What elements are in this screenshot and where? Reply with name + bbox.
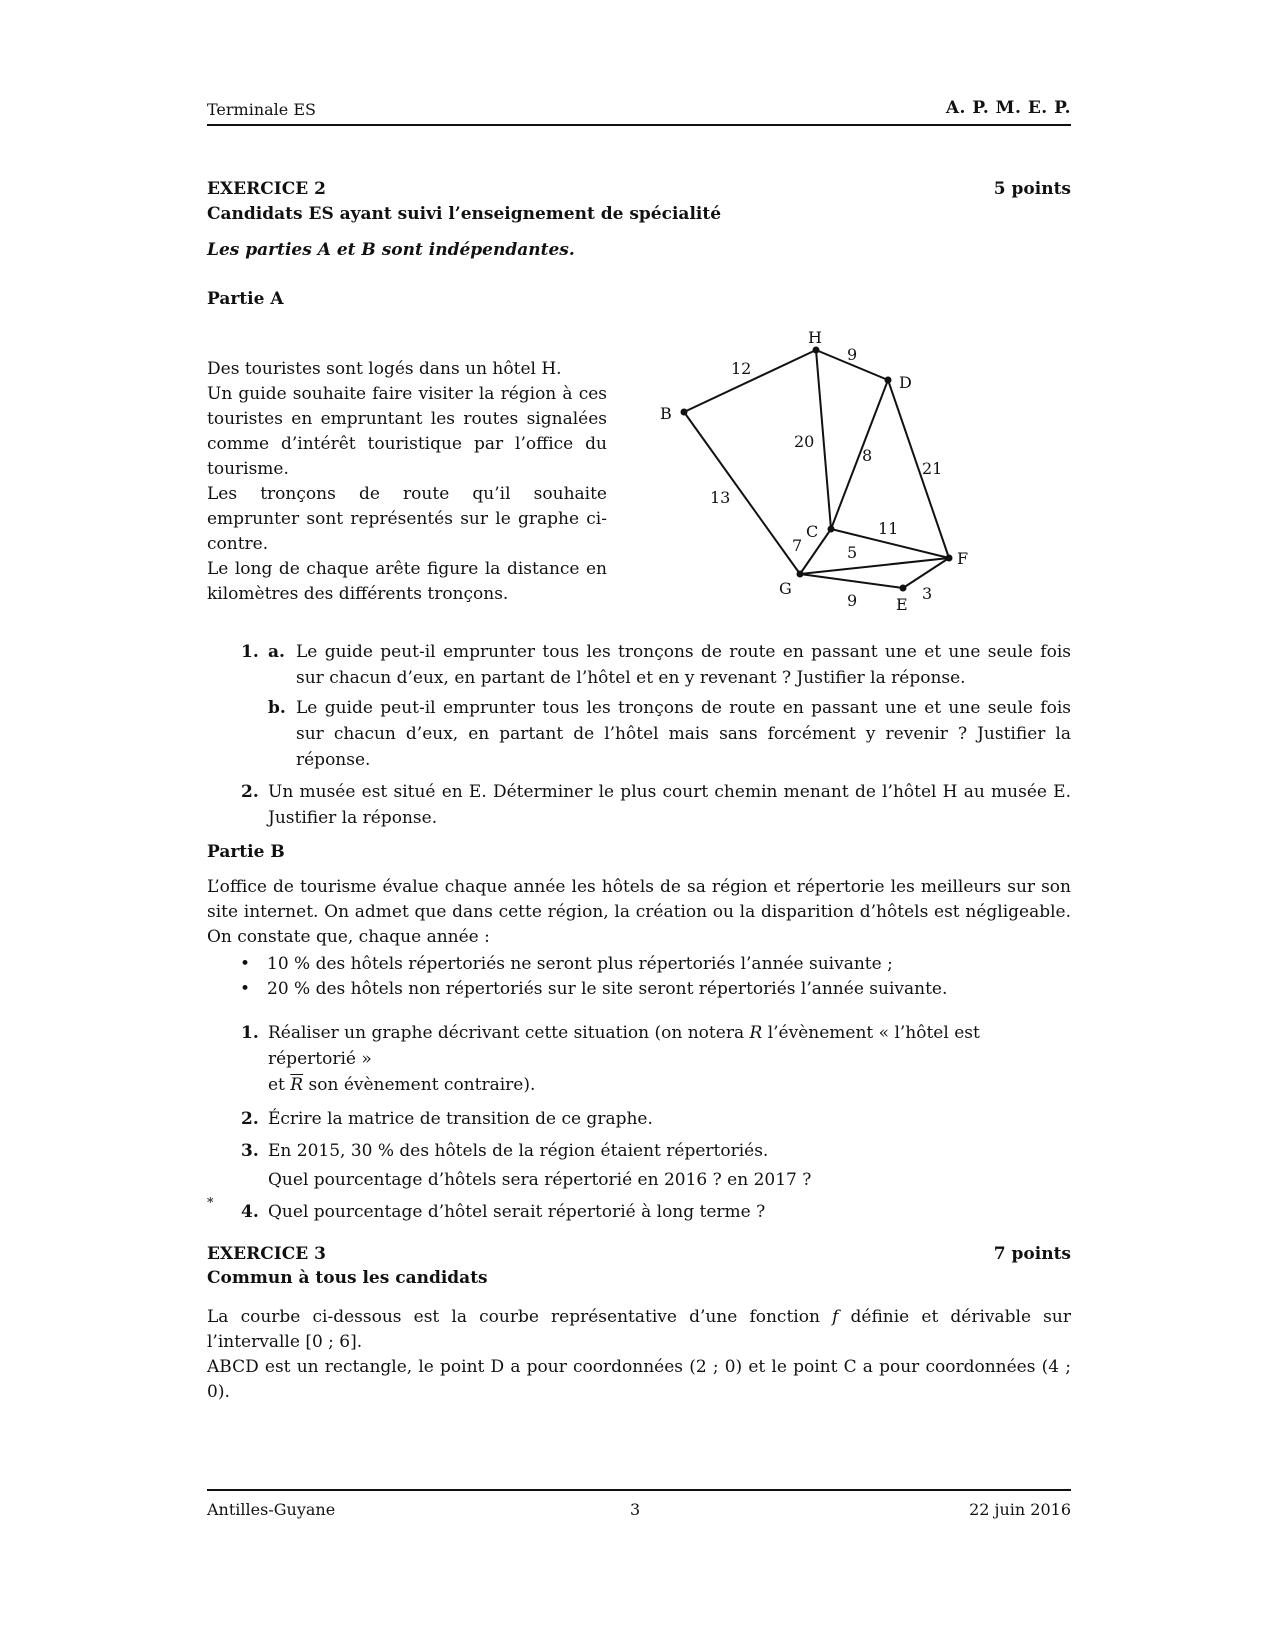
partA-intro-line: Les tronçons de route qu’il souhaite emprunter sont représentés sur le graphe ci-contre.	[207, 484, 607, 554]
sub-label: b.	[268, 698, 286, 718]
question-number: 1.	[241, 642, 259, 662]
function-f: f	[832, 1307, 839, 1327]
vertex-C	[828, 526, 835, 533]
weight-C-F: 11	[878, 519, 899, 538]
separator: *	[207, 1196, 214, 1211]
question-1b	[241, 695, 1071, 773]
text-fragment: Réaliser un graphe décrivant cette situation (on notera	[268, 1023, 750, 1043]
event-R-bar: $\overline{R}$	[290, 1075, 304, 1095]
exercise3-subtitle: Commun à tous les candidats	[207, 1268, 488, 1288]
question-number: 2.	[241, 782, 259, 802]
question-number: 1.	[241, 1023, 259, 1043]
footer-right: 22 juin 2016	[969, 1500, 1071, 1519]
question-text: Le guide peut-il emprunter tous les tronçons de route en passant une et une seule fois sur chacun d’eux, en partant de l’hôtel et en y revenant ? Justifier la réponse.	[296, 642, 1071, 688]
bullet-item: • 10 % des hôtels répertoriés ne seront plus répertoriés l’année suivante ;	[240, 952, 947, 977]
question-4	[241, 1199, 1071, 1225]
page-number: 3	[630, 1500, 641, 1519]
bullet-item: • 20 % des hôtels non répertoriés sur le site seront répertoriés l’année suivante.	[240, 977, 947, 1002]
weight-E-F: 3	[922, 584, 933, 603]
weight-G-E: 9	[847, 591, 858, 610]
weight-D-C: 8	[862, 446, 873, 465]
text-fragment: définie et dérivable sur l’intervalle [0 ; 6].	[207, 1307, 1071, 1352]
partB-questions	[241, 1020, 1071, 1225]
vertex-G	[797, 571, 804, 578]
question-1a	[241, 639, 1071, 691]
partB-intro: L’office de tourisme évalue chaque année les hôtels de sa région et répertorie les meilleurs sur son site internet. On admet que dans cette région, la création ou la disparition d’hôtels est négligeable. On constate que, chaque année :	[207, 877, 1071, 947]
edge-B-G	[684, 412, 803, 574]
weight-B-G: 13	[710, 488, 731, 507]
partB-bullets	[240, 952, 947, 1002]
partA-title: Partie A	[207, 289, 284, 309]
exercise3-paragraph-1	[207, 1305, 1071, 1355]
label-C: C	[806, 522, 819, 541]
question-3	[241, 1138, 1071, 1193]
label-H: H	[808, 328, 822, 347]
footer-rule	[207, 1489, 1071, 1491]
question-1	[241, 1020, 1071, 1098]
event-R: R	[749, 1023, 763, 1043]
question-text: En 2015, 30 % des hôtels de la région étaient répertoriés.	[268, 1141, 769, 1161]
partA-intro-line: Des touristes sont logés dans un hôtel H.	[207, 359, 562, 379]
sub-label: a.	[268, 642, 285, 662]
vertex-B	[681, 409, 688, 416]
exercise3-title: EXERCICE 3	[207, 1244, 326, 1264]
question-text: Quel pourcentage d’hôtel serait répertorié à long terme ?	[268, 1202, 766, 1222]
text-fragment: La courbe ci-dessous est la courbe représentative d’une fonction	[207, 1307, 833, 1327]
question-number: 2.	[241, 1109, 259, 1129]
exercise3-paragraph-2: ABCD est un rectangle, le point D a pour coordonnées (2 ; 0) et le point C a pour coordonnées (4 ; 0).	[207, 1357, 1071, 1402]
exercise2-note: Les parties A et B sont indépendantes.	[207, 240, 575, 260]
header-right: A. P. M. E. P.	[945, 98, 1071, 118]
question-text: Un musée est situé en E. Déterminer le plus court chemin menant de l’hôtel H au musée E. Justifier la réponse.	[268, 782, 1071, 828]
footer-left: Antilles-Guyane	[207, 1500, 336, 1519]
weighted-graph	[640, 320, 980, 620]
question-text: Le guide peut-il emprunter tous les tronçons de route en passant une et une seule fois sur chacun d’eux, en partant de l’hôtel mais sans forcément y revenir ? Justifier la réponse.	[296, 698, 1071, 770]
edge-D-C	[831, 380, 888, 529]
header-rule	[207, 124, 1071, 126]
label-D: D	[899, 373, 912, 392]
weight-H-D: 9	[847, 345, 858, 364]
exercise3-points: 7 points	[993, 1244, 1071, 1264]
partA-questions	[241, 639, 1071, 831]
partA-intro-line: Le long de chaque arête figure la distance en kilomètres des différents tronçons.	[207, 559, 607, 604]
label-E: E	[896, 595, 908, 614]
vertex-H	[813, 347, 820, 354]
text-fragment: son évènement contraire).	[303, 1075, 536, 1095]
label-B: B	[660, 404, 672, 423]
question-2	[241, 1106, 1071, 1132]
vertex-D	[885, 377, 892, 384]
partA-intro	[207, 357, 607, 607]
question-2	[241, 779, 1071, 831]
vertex-E	[900, 585, 907, 592]
exercise2-title: EXERCICE 2	[207, 179, 326, 199]
weight-H-C: 20	[794, 432, 815, 451]
text-fragment: l’évènement « l’hôtel est répertorié »	[268, 1023, 980, 1069]
text-fragment: et	[268, 1075, 291, 1095]
question-text: Écrire la matrice de transition de ce graphe.	[268, 1109, 653, 1129]
weight-D-F: 21	[922, 459, 943, 478]
question-number: 3.	[241, 1141, 259, 1161]
header-left: Terminale ES	[207, 100, 316, 119]
question-text	[241, 1020, 1071, 1098]
exercise2-points: 5 points	[993, 179, 1071, 199]
question-number: 4.	[241, 1202, 259, 1222]
question-text: Quel pourcentage d’hôtels sera répertorié en 2016 ? en 2017 ?	[268, 1170, 812, 1190]
label-G: G	[779, 579, 792, 598]
edge-G-E	[800, 574, 903, 588]
label-F: F	[957, 549, 969, 568]
partB-title: Partie B	[207, 842, 285, 862]
weight-B-H: 12	[731, 359, 752, 378]
partA-intro-line: Un guide souhaite faire visiter la région à ces touristes en empruntant les routes signalées comme d’intérêt touristique par l’office du tourisme.	[207, 384, 607, 479]
weight-C-G: 7	[792, 536, 803, 555]
weight-G-F: 5	[847, 543, 858, 562]
edge-H-C	[816, 350, 831, 529]
vertex-F	[946, 555, 953, 562]
question-1	[241, 639, 1071, 773]
exercise2-subtitle: Candidats ES ayant suivi l’enseignement de spécialité	[207, 204, 722, 224]
